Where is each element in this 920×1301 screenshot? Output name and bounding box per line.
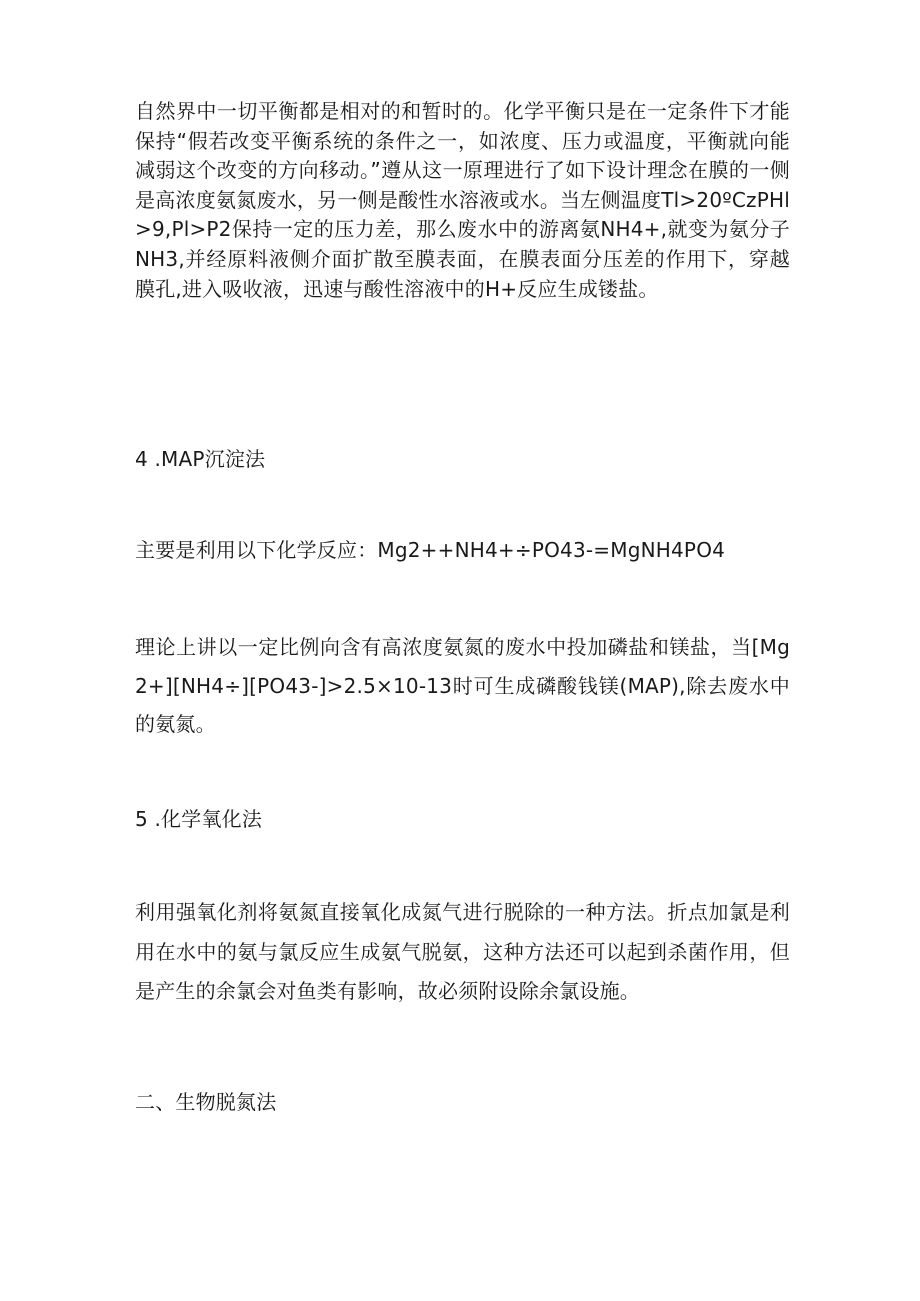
section-heading-biological-denitrification: 二、生物脱氮法 (135, 1090, 277, 1114)
paragraph-equilibrium-principle: 自然界中一切平衡都是相对的和暂时的。化学平衡只是在一定条件下才能保持“假若改变平衡系统的条件之一，如浓度、压力或温度，平衡就向能减弱这个改变的方向移动。”遵从这一原理进行了如下设计理念在膜的一侧是高浓度氨氮废水，另一侧是酸性水溶液或水。当左侧温度Tl>20ºCzPHl>9,Pl>P2保持一定的压力差，那么废水中的游离氨NH4+,就变为氨分子NH3,并经原料液侧介面扩散至膜表面，在膜表面分压差的作用下，穿越膜孔,进入吸收液，迅速与酸性溶液中的H+反应生成镂盐。 (135, 99, 790, 301)
section-heading-chemical-oxidation: 5 .化学氧化法 (135, 807, 263, 831)
paragraph-map-reaction: 主要是利用以下化学反应：Mg2++NH4+÷PO43-=MgNH4PO4 (135, 538, 726, 562)
section-heading-map-precipitation: 4 .MAP沉淀法 (135, 447, 266, 471)
paragraph-chemical-oxidation: 利用强氧化剂将氨氮直接氧化成氮气进行脱除的一种方法。折点加氯是利用在水中的氨与氯反应生成氨气脱氨，这种方法还可以起到杀菌作用，但是产生的余氯会对鱼类有影响，故必须附设除余氯设施。 (135, 900, 790, 1003)
paragraph-map-theory: 理论上讲以一定比例向含有高浓度氨氮的废水中投加磷盐和镁盐，当[Mg2+][NH4÷][PO43-]>2.5×10-13时可生成磷酸钱镁(MAP),除去废水中的氨氮。 (135, 635, 790, 736)
